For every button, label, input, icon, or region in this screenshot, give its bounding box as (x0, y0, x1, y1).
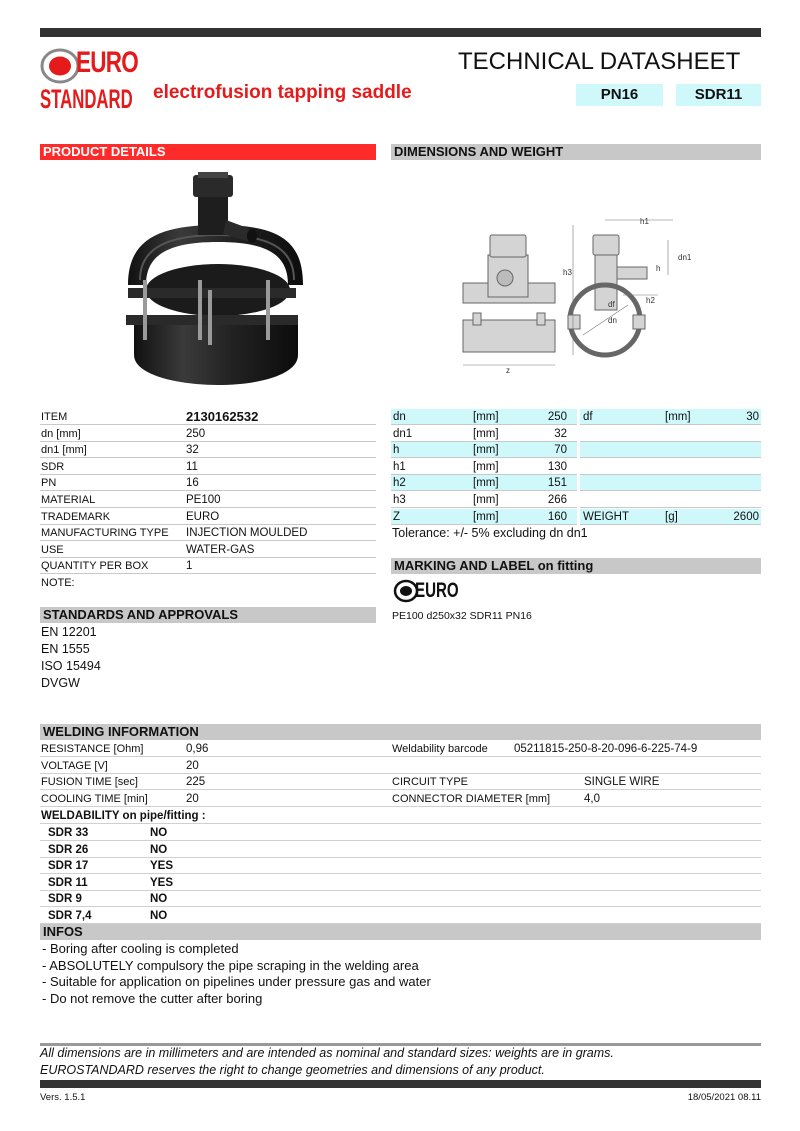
weldability-sdr: SDR 17 (48, 860, 89, 873)
detail-row (40, 525, 376, 541)
detail-value: 1 (186, 560, 193, 573)
dimension-unit: [mm] (473, 427, 499, 440)
dimension-name: dn (393, 411, 406, 423)
weldability-result: NO (150, 827, 168, 839)
drawing-label-h3: h3 (563, 268, 572, 277)
doc-title: TECHNICAL DATASHEET (458, 48, 741, 75)
welding-value: 20 (186, 759, 199, 772)
dimension-value: 130 (547, 460, 567, 473)
standard-item: DVGW (41, 676, 80, 690)
welding-row (40, 791, 761, 807)
tolerance-note: Tolerance: +/- 5% excluding dn dn1 (392, 526, 588, 540)
welding-value: 0,96 (186, 743, 209, 755)
detail-row (40, 475, 376, 491)
date: 18/05/2021 08.11 (687, 1092, 761, 1103)
drawing-label-dn1: dn1 (678, 253, 692, 262)
drawing-label-h2: h2 (646, 296, 655, 305)
dimension-value: 151 (547, 477, 567, 490)
dimension-unit: [mm] (473, 444, 499, 457)
dimension-name: Z (393, 510, 401, 523)
dimension-unit: [mm] (473, 411, 499, 423)
version: Vers. 1.5.1 (40, 1092, 86, 1103)
weldability-row (40, 842, 761, 858)
marking-text: PE100 d250x32 SDR11 PN16 (392, 610, 532, 622)
detail-value: 11 (186, 460, 198, 473)
weldability-result: NO (150, 893, 168, 906)
welding-value: 20 (186, 792, 199, 805)
dimension-unit: [mm] (473, 510, 499, 523)
weldability-result: YES (150, 876, 174, 889)
info-item: - Boring after cooling is completed (42, 941, 239, 956)
weldability-row (40, 908, 761, 924)
dimension-value: 70 (554, 444, 567, 457)
drawing-label-h: h (656, 264, 661, 273)
dimension-row (391, 426, 577, 442)
info-item: - Suitable for application on pipelines under pressure gas and water (42, 974, 431, 990)
welding-label-right: Weldability barcode (392, 743, 488, 755)
dimension-value-right: 2600 (733, 510, 759, 523)
dimension-row-right (580, 475, 761, 491)
dimension-name-right: df (583, 411, 593, 423)
welding-label-right: CIRCUIT TYPE (392, 776, 468, 789)
detail-row (40, 492, 376, 508)
marking-logo (393, 578, 473, 604)
detail-value: 16 (186, 477, 199, 490)
weldability-sdr: SDR 11 (48, 876, 88, 889)
dimension-unit: [mm] (473, 477, 499, 490)
dimension-value-right: 30 (746, 411, 759, 423)
disclaimer-line-2: EUROSTANDARD reserves the right to change geometries and dimensions of any product. (40, 1063, 545, 1077)
welding-label: RESISTANCE [Ohm] (41, 743, 144, 755)
welding-row (40, 758, 761, 774)
dimension-row (391, 475, 577, 491)
section-infos: INFOS (40, 924, 761, 940)
detail-value: INJECTION MOULDED (186, 527, 308, 540)
weldability-result: NO (150, 910, 168, 922)
product-image (118, 170, 318, 390)
dimension-row (391, 442, 577, 458)
bottom-bar (40, 1080, 761, 1088)
dimension-row (391, 492, 577, 508)
dimension-value: 160 (547, 510, 567, 523)
detail-label: PN (41, 477, 57, 490)
detail-label: USE (41, 543, 64, 556)
dimension-name: h1 (393, 460, 406, 473)
detail-row (40, 426, 376, 442)
welding-value-right: SINGLE WIRE (584, 776, 660, 789)
detail-row (40, 509, 376, 525)
welding-value-right: 05211815-250-8-20-096-6-225-74-9 (514, 743, 698, 755)
detail-value: 250 (186, 427, 206, 440)
welding-label: VOLTAGE [V] (41, 759, 108, 772)
detail-row (40, 442, 376, 458)
detail-label: ITEM (41, 411, 68, 423)
standard-item: EN 1555 (41, 642, 90, 656)
detail-value: 2130162532 (186, 409, 259, 424)
weldability-row (40, 858, 761, 874)
weldability-result: YES (150, 860, 174, 873)
dimension-row (391, 409, 577, 425)
dimension-name: h (393, 444, 400, 457)
weldability-row (40, 875, 761, 891)
eurostandard-logo (40, 46, 140, 114)
dimension-unit: [mm] (473, 494, 499, 506)
dimension-value: 32 (554, 427, 567, 440)
info-item: - Do not remove the cutter after boring (42, 990, 263, 1006)
weldability-row (40, 825, 761, 841)
detail-label: QUANTITY PER BOX (41, 560, 149, 573)
section-product-details: PRODUCT DETAILS (40, 144, 376, 160)
dimension-row (391, 509, 577, 525)
weldability-sdr: SDR 26 (48, 843, 89, 856)
sdr-badge: SDR11 (676, 84, 761, 106)
dimension-row-right (580, 409, 761, 425)
detail-row (40, 575, 376, 591)
drawing-label-h1: h1 (640, 217, 649, 226)
dimension-row (391, 459, 577, 475)
detail-label: dn1 [mm] (41, 444, 87, 457)
detail-row (40, 459, 376, 475)
pn-badge: PN16 (576, 84, 663, 106)
detail-label: SDR (41, 460, 65, 473)
logo-euro-text: EURO (76, 46, 139, 79)
dimension-row-right (580, 509, 761, 525)
welding-label-right: CONNECTOR DIAMETER [mm] (392, 792, 551, 805)
section-welding: WELDING INFORMATION (40, 724, 761, 740)
weldability-title (40, 808, 761, 824)
welding-value: 225 (186, 776, 206, 789)
dimension-row-right (580, 426, 761, 442)
logo-emblem-icon (40, 48, 80, 84)
weldability-sdr: SDR 7,4 (48, 910, 92, 922)
detail-value: WATER-GAS (186, 543, 255, 556)
dimension-value: 250 (547, 411, 567, 423)
weldability-sdr: SDR 9 (48, 893, 82, 906)
standard-item: EN 12201 (41, 625, 97, 639)
detail-label: MATERIAL (41, 494, 96, 506)
dimension-name: h2 (393, 477, 406, 490)
dimension-value: 266 (547, 494, 567, 506)
dimension-name: h3 (393, 494, 406, 506)
dimension-name-right: WEIGHT (583, 510, 629, 523)
weldability-title-text: WELDABILITY on pipe/fitting : (41, 810, 206, 822)
detail-label: dn [mm] (41, 427, 81, 440)
drawing-label-z: z (506, 366, 510, 375)
detail-label: TRADEMARK (41, 510, 111, 523)
detail-value: PE100 (186, 494, 221, 506)
detail-row (40, 558, 376, 574)
section-marking: MARKING AND LABEL on fitting (391, 558, 761, 574)
dimension-row-right (580, 492, 761, 508)
detail-value: EURO (186, 510, 220, 523)
welding-row (40, 774, 761, 790)
standard-item: ISO 15494 (41, 659, 101, 673)
welding-label: FUSION TIME [sec] (41, 776, 138, 789)
section-standards: STANDARDS AND APPROVALS (40, 607, 376, 623)
detail-label: NOTE: (41, 577, 75, 589)
drawing-label-df: df (608, 300, 615, 309)
dimension-row-right (580, 459, 761, 475)
dimension-name: dn1 (393, 427, 413, 440)
logo-standard-text: STANDARD (40, 84, 133, 114)
section-dimensions-weight: DIMENSIONS AND WEIGHT (391, 144, 761, 160)
dimension-drawing (458, 215, 693, 375)
welding-row (40, 741, 761, 757)
welding-label: COOLING TIME [min] (41, 792, 148, 805)
weldability-sdr: SDR 33 (48, 827, 89, 839)
product-name: electrofusion tapping saddle (153, 82, 412, 103)
dimension-unit: [mm] (473, 460, 499, 473)
welding-value-right: 4,0 (584, 792, 600, 805)
drawing-label-dn: dn (608, 316, 617, 325)
marking-logo-text: EURO (415, 579, 459, 602)
dimension-row-right (580, 442, 761, 458)
detail-value: 32 (186, 444, 199, 457)
dimension-unit-right: [mm] (665, 411, 691, 423)
info-item: - ABSOLUTELY compulsory the pipe scraping in the welding area (42, 957, 419, 973)
weldability-row (40, 891, 761, 907)
weldability-result: NO (150, 843, 168, 856)
dimension-unit-right: [g] (665, 510, 678, 523)
disclaimer-line-1: All dimensions are in millimeters and are intended as nominal and standard sizes: weights are in grams. (40, 1046, 614, 1060)
detail-row (40, 409, 376, 425)
detail-row (40, 542, 376, 558)
top-bar (40, 28, 761, 37)
detail-label: MANUFACTURING TYPE (41, 527, 169, 540)
